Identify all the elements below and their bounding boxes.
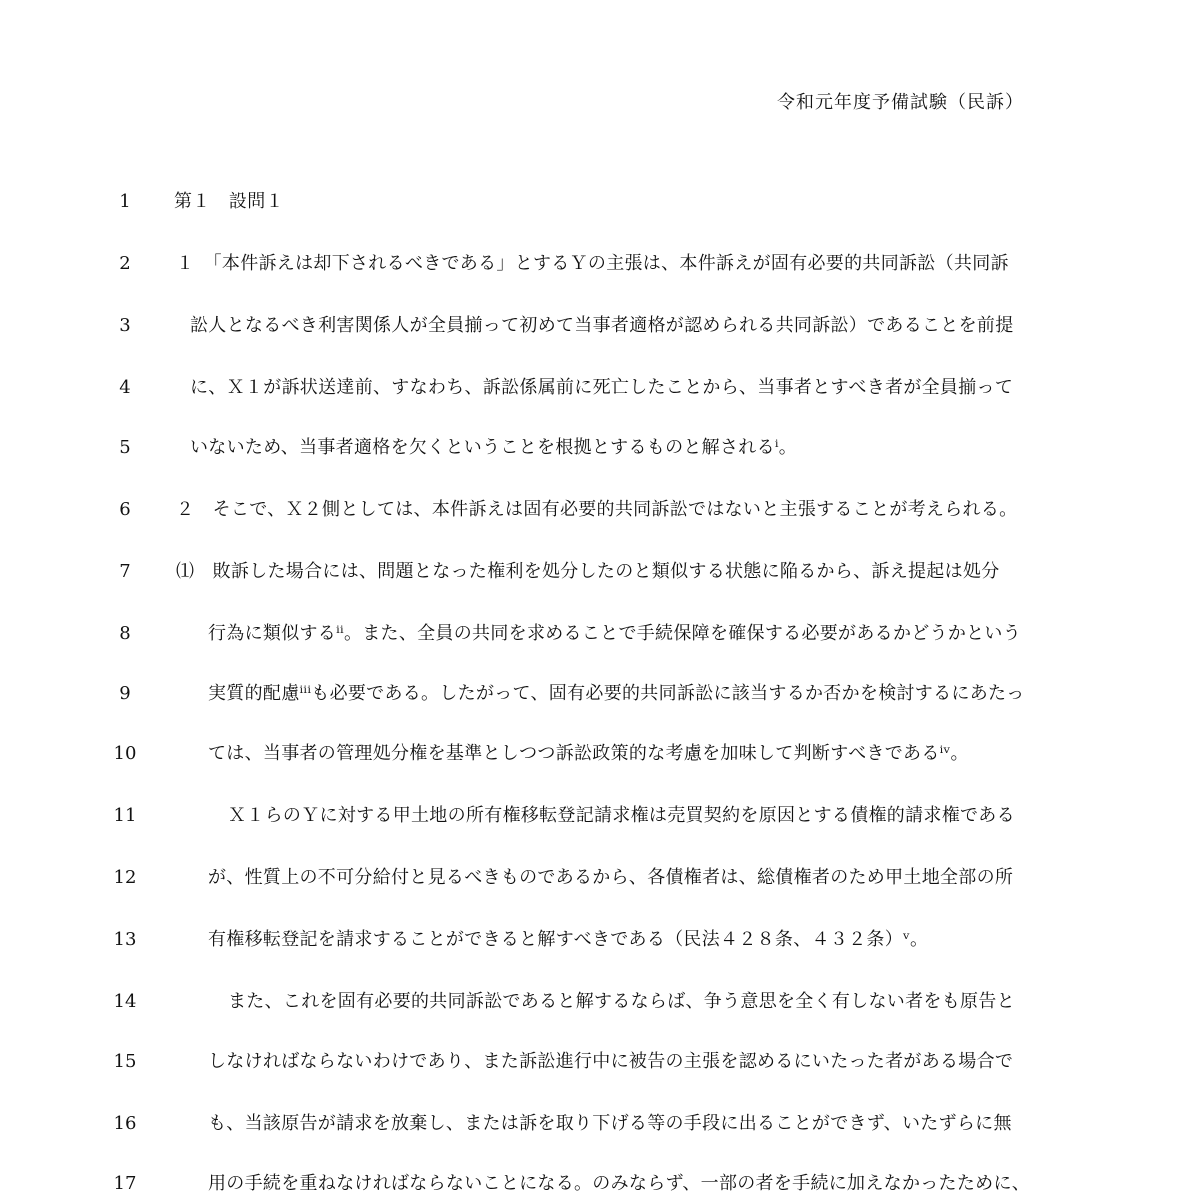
line-text: ⑴ 敗訴した場合には、問題となった権利を処分したのと類似する状態に陥るから、訴え提起は処分	[176, 561, 1000, 582]
line-number: 17	[113, 1173, 137, 1194]
line-text: 実質的配慮ⁱⁱⁱも必要である。したがって、固有必要的共同訴訟に該当するか否かを検討するにあたっ	[208, 683, 1025, 704]
line-text: ２ そこで、Ｘ２側としては、本件訴えは固有必要的共同訴訟ではないと主張することが考えられる。	[176, 499, 1018, 520]
line-number: 11	[113, 805, 137, 826]
line-number: 3	[119, 315, 131, 336]
document-line	[0, 796, 1200, 836]
document-line	[0, 920, 1200, 960]
line-text: 第１ 設問１	[174, 191, 284, 212]
line-number: 16	[113, 1113, 137, 1134]
line-number: 1	[119, 191, 131, 212]
line-number: 7	[119, 561, 131, 582]
document-line	[0, 734, 1200, 774]
line-number: 4	[119, 377, 131, 398]
line-text: 用の手続を重ねなければならないことになる。のみならず、一部の者を手続に加えなかったために、	[208, 1173, 1030, 1194]
document-line	[0, 1104, 1200, 1144]
line-text: が、性質上の不可分給付と見るべきものであるから、各債権者は、総債権者のため甲土地全部の所	[208, 867, 1014, 888]
document-line	[0, 982, 1200, 1022]
line-text: 有権移転登記を請求することができると解すべきである（民法４２８条、４３２条）ᵛ。	[208, 929, 929, 950]
line-text: １ 「本件訴えは却下されるべきである」とするＹの主張は、本件訴えが固有必要的共同訴訟（共同訴	[176, 253, 1009, 274]
document-line	[0, 614, 1200, 654]
document-line	[0, 182, 1200, 222]
line-text: また、これを固有必要的共同訴訟であると解するならば、争う意思を全く有しない者をも原告と	[228, 991, 1015, 1012]
document-line	[0, 490, 1200, 530]
line-number: 6	[119, 499, 131, 520]
line-number: 13	[113, 929, 137, 950]
line-number: 14	[113, 991, 137, 1012]
document-line	[0, 428, 1200, 468]
line-number: 15	[113, 1051, 137, 1072]
line-text: ては、当事者の管理処分権を基準としつつ訴訟政策的な考慮を加味して判断すべきであるⁱᵛ。	[208, 743, 969, 764]
line-text: も、当該原告が請求を放棄し、または訴を取り下げる等の手段に出ることができず、いたずらに無	[208, 1113, 1012, 1134]
line-number: 12	[113, 867, 137, 888]
document-line	[0, 858, 1200, 898]
line-number: 5	[119, 437, 131, 458]
line-number: 9	[119, 683, 131, 704]
line-text: 訟人となるべき利害関係人が全員揃って初めて当事者適格が認められる共同訴訟）であることを前提	[190, 315, 1014, 336]
document-line	[0, 674, 1200, 714]
line-number: 2	[119, 253, 131, 274]
line-text: Ｘ１らのＹに対する甲土地の所有権移転登記請求権は売買契約を原因とする債権的請求権である	[228, 805, 1015, 826]
line-text: に、Ｘ１が訴状送達前、すなわち、訴訟係属前に死亡したことから、当事者とすべき者が全員揃って	[190, 377, 1014, 398]
document-line	[0, 368, 1200, 408]
line-text: 行為に類似するⁱⁱ。また、全員の共同を求めることで手続保障を確保する必要があるかどうかという	[208, 623, 1022, 644]
line-number: 8	[119, 623, 131, 644]
document-line	[0, 552, 1200, 592]
document-line	[0, 306, 1200, 346]
line-text: いないため、当事者適格を欠くということを根拠とするものと解されるⁱ。	[190, 437, 798, 458]
document-header: 令和元年度予備試験（民訴）	[777, 92, 1024, 113]
line-text: しなければならないわけであり、また訴訟進行中に被告の主張を認めるにいたった者がある場合で	[208, 1051, 1014, 1072]
document-line	[0, 1164, 1200, 1204]
line-number: 10	[113, 743, 137, 764]
document-line	[0, 1042, 1200, 1082]
document-line	[0, 244, 1200, 284]
